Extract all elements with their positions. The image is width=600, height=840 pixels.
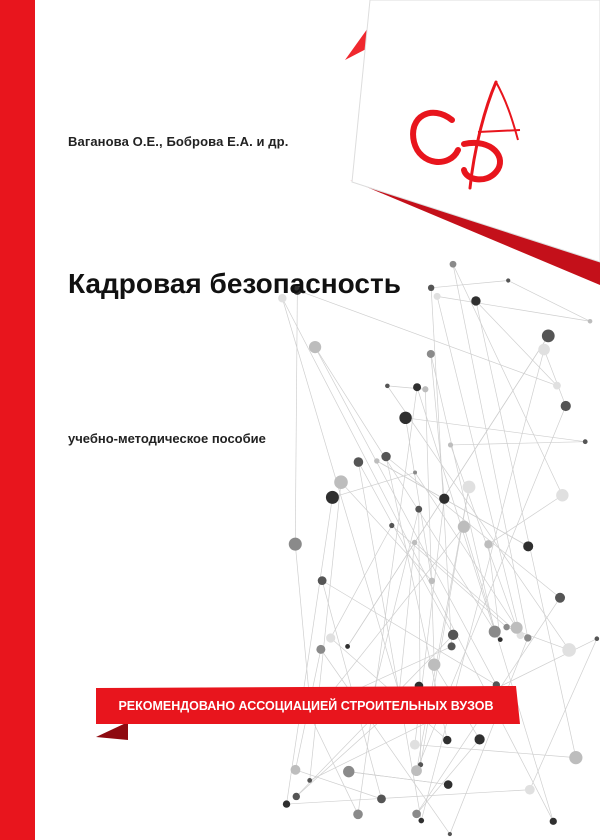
network-node xyxy=(415,506,422,513)
network-node xyxy=(345,644,350,649)
network-link xyxy=(358,387,417,814)
network-node xyxy=(555,593,565,603)
network-node xyxy=(524,634,531,641)
network-link xyxy=(315,347,496,685)
network-node xyxy=(413,471,417,475)
network-node xyxy=(326,633,335,642)
network-node xyxy=(318,576,327,585)
network-node xyxy=(463,481,476,494)
molecular-network-pattern xyxy=(278,261,599,836)
network-node xyxy=(385,384,390,389)
network-node xyxy=(334,475,348,489)
network-node xyxy=(381,452,390,461)
network-link xyxy=(287,790,530,804)
network-node xyxy=(475,734,485,744)
network-node xyxy=(484,540,492,548)
network-node xyxy=(412,540,417,545)
network-node xyxy=(291,765,301,775)
network-node xyxy=(429,578,435,584)
network-link xyxy=(310,482,341,780)
network-link xyxy=(399,543,414,693)
network-node xyxy=(448,442,453,447)
network-node xyxy=(553,382,561,390)
network-node xyxy=(434,293,441,300)
network-node xyxy=(428,285,434,291)
network-link xyxy=(377,461,528,546)
network-node xyxy=(413,383,421,391)
network-node xyxy=(503,624,509,630)
network-node xyxy=(506,278,510,282)
network-node xyxy=(448,832,452,836)
network-link xyxy=(311,718,358,814)
network-link xyxy=(437,296,520,635)
network-link xyxy=(453,264,528,638)
network-node xyxy=(448,630,458,640)
network-node xyxy=(289,538,302,551)
network-node xyxy=(588,319,593,324)
network-link xyxy=(406,418,586,442)
network-node xyxy=(458,521,470,533)
network-node xyxy=(410,740,420,750)
network-link xyxy=(358,462,421,821)
network-link xyxy=(453,264,562,495)
network-node xyxy=(309,341,321,353)
network-node xyxy=(439,494,449,504)
network-node xyxy=(489,626,501,638)
network-link xyxy=(508,281,590,322)
network-node xyxy=(569,751,582,764)
network-node xyxy=(538,344,550,356)
network-link xyxy=(488,544,500,639)
book-subtitle: учебно-методическое пособие xyxy=(68,431,266,446)
authors: Ваганова О.Е., Боброва Е.А. и др. xyxy=(68,134,289,149)
network-node xyxy=(326,491,339,504)
network-node xyxy=(542,330,555,343)
network-node xyxy=(595,636,600,641)
network-link xyxy=(282,298,399,693)
network-node xyxy=(374,458,379,463)
network-link xyxy=(415,745,576,758)
network-node xyxy=(411,765,422,776)
network-node xyxy=(316,645,325,654)
network-node xyxy=(523,541,533,551)
network-node xyxy=(525,785,535,795)
network-node xyxy=(293,793,300,800)
network-link xyxy=(530,639,597,790)
network-node xyxy=(422,386,428,392)
network-link xyxy=(315,347,500,639)
network-link xyxy=(451,442,586,445)
network-node xyxy=(389,523,394,528)
network-node xyxy=(427,350,435,358)
network-node xyxy=(562,643,576,657)
network-node xyxy=(353,809,363,819)
network-node xyxy=(471,296,480,305)
network-link xyxy=(417,387,495,631)
network-link xyxy=(358,462,453,635)
network-node xyxy=(498,637,503,642)
network-node xyxy=(307,778,312,783)
network-link xyxy=(321,649,450,834)
network-node xyxy=(343,766,354,777)
book-title: Кадровая безопасность xyxy=(68,268,401,299)
network-node xyxy=(550,818,557,825)
network-link xyxy=(544,350,566,407)
network-link xyxy=(331,525,392,637)
network-node xyxy=(283,800,290,807)
network-node xyxy=(412,810,421,819)
network-node xyxy=(399,412,411,424)
network-node xyxy=(418,818,424,824)
network-node xyxy=(511,622,523,634)
network-node xyxy=(428,658,440,670)
network-link xyxy=(431,281,508,288)
network-node xyxy=(561,401,571,411)
network-node xyxy=(443,736,451,744)
network-node xyxy=(444,780,453,789)
network-node xyxy=(354,457,364,467)
banner-text: РЕКОМЕНДОВАНО АССОЦИАЦИЕЙ СТРОИТЕЛЬНЫХ ВУЗОВ xyxy=(118,699,494,713)
network-link xyxy=(425,389,434,664)
network-node xyxy=(377,794,386,803)
network-node xyxy=(556,489,568,501)
network-node xyxy=(450,261,457,268)
network-link xyxy=(417,739,480,813)
network-node xyxy=(583,439,588,444)
network-node xyxy=(448,642,456,650)
network-link xyxy=(297,290,557,385)
network-link xyxy=(295,290,297,544)
